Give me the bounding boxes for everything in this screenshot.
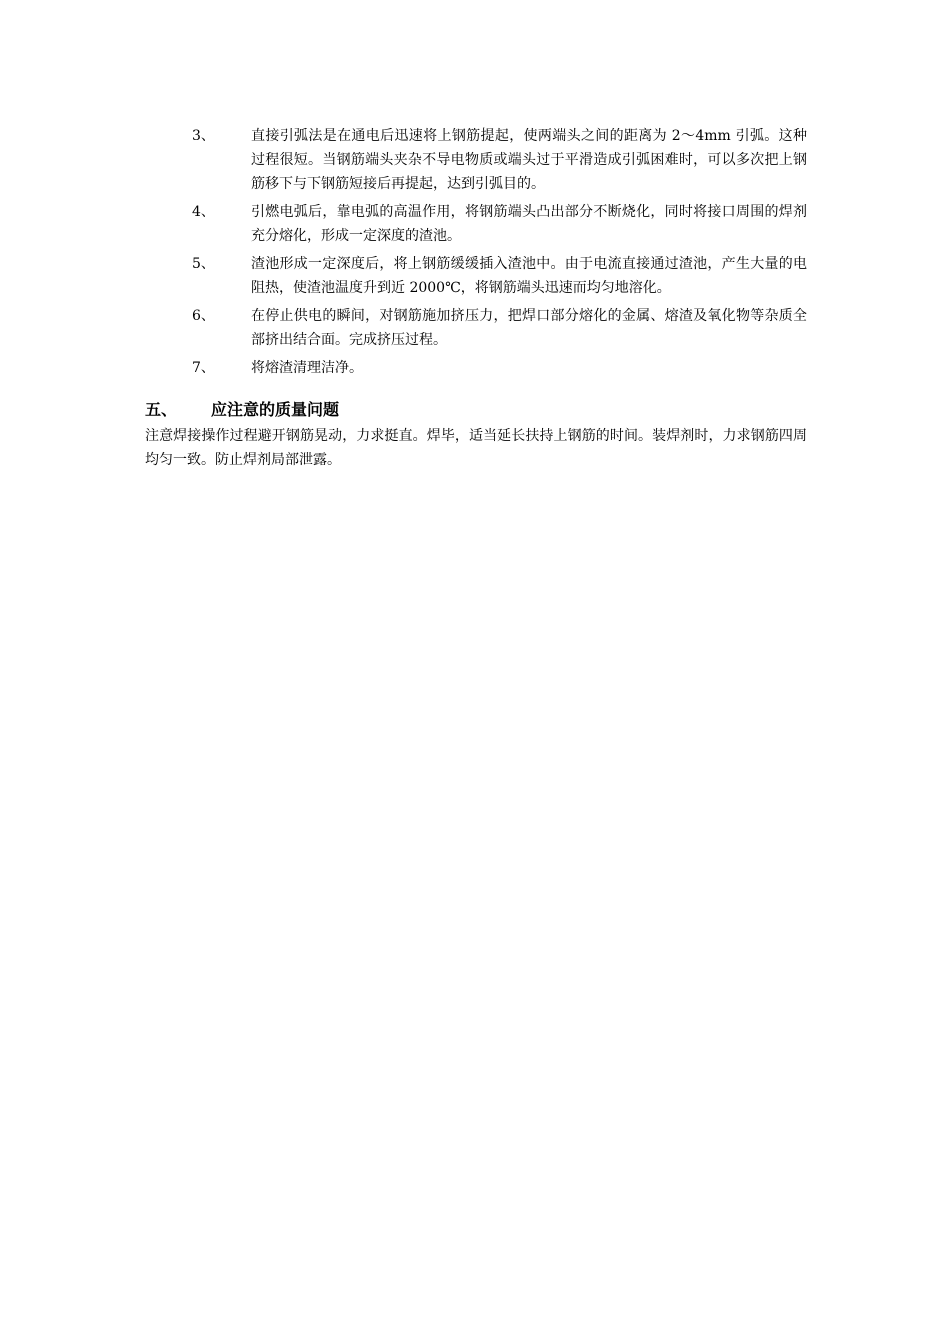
- step-text: 渣池形成一定深度后，将上钢筋缓缓插入渣池中。由于电流直接通过渣池，产生大量的电阻热，使渣池温度升到近 2000℃，将钢筋端头迅速而均匀地溶化。: [251, 256, 807, 296]
- procedure-list: [0, 124, 950, 384]
- list-item: [0, 124, 950, 196]
- section-number: 五、: [145, 400, 178, 419]
- step-text: 在停止供电的瞬间，对钢筋施加挤压力，把焊口部分熔化的金属、熔渣及氧化物等杂质全部挤出结合面。完成挤压过程。: [251, 308, 807, 348]
- step-number: 4、: [192, 204, 215, 220]
- section-heading: [145, 398, 339, 422]
- step-text: 直接引弧法是在通电后迅速将上钢筋提起，使两端头之间的距离为 2～4mm 引弧。这种过程很短。当钢筋端头夹杂不导电物质或端头过于平滑造成引弧困难时，可以多次把上钢筋移下与下钢筋短接后再提起，达到引弧目的。: [251, 128, 807, 192]
- list-item: [0, 252, 950, 300]
- section-title: 应注意的质量问题: [211, 400, 340, 419]
- list-item: [0, 356, 950, 380]
- list-item: [0, 200, 950, 248]
- step-number: 7、: [192, 360, 215, 376]
- step-number: 6、: [192, 308, 215, 324]
- step-number: 3、: [192, 128, 215, 144]
- step-number: 5、: [192, 256, 215, 272]
- section-body-paragraph: 注意焊接操作过程避开钢筋晃动，力求挺直。焊毕，适当延长扶持上钢筋的时间。装焊剂时，力求钢筋四周均匀一致。防止焊剂局部泄露。: [145, 428, 807, 468]
- list-item: [0, 304, 950, 352]
- step-text: 将熔渣清理洁净。: [251, 360, 363, 376]
- step-text: 引燃电弧后，靠电弧的高温作用，将钢筋端头凸出部分不断烧化，同时将接口周围的焊剂充分熔化，形成一定深度的渣池。: [251, 204, 807, 244]
